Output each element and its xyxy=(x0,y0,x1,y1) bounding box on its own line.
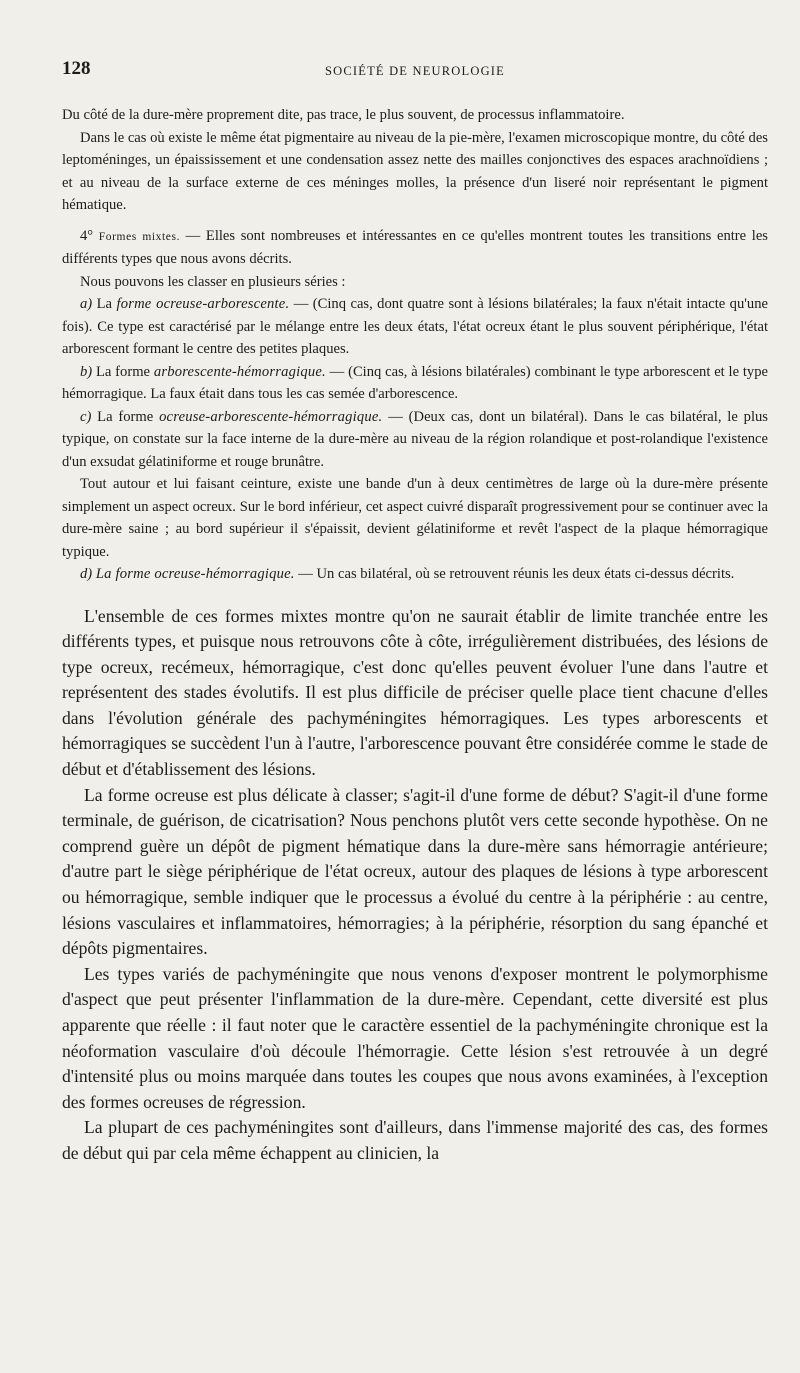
series-form-name: ocreuse-arborescente-hémorragique. xyxy=(159,408,383,425)
series-label: b) xyxy=(80,363,93,380)
series-label: d) xyxy=(80,566,93,582)
running-head: SOCIÉTÉ DE NEUROLOGIE xyxy=(324,64,506,78)
book-page xyxy=(62,58,768,1167)
notes-paragraph-ceinture: Tout autour et lui faisant ceinture, existe une bande d'un à deux centimètres de large où la dure-mère présente simplement un aspect ocreux. Sur le bord inférieur, cet aspect cuivré disparaît progressivement pour se continuer avec la dure-mère saine ; au bord supérieur il s'épaissit, devient gélatiniforme et revêt l'aspect de la plaque hémorragique typique. xyxy=(62,476,768,560)
small-print-section xyxy=(62,104,768,586)
notes-paragraph-formes-mixtes xyxy=(62,225,768,271)
main-paragraph-plupart: La plupart de ces pachyméningites sont d'ailleurs, dans l'immense majorité des cas, des formes de début qui par cela même échappent au clinicien, la xyxy=(62,1117,768,1163)
series-text: — (Cinq cas, dont quatre sont à lésions bilatérales; la faux n'était intacte qu'une fois). Ce type est caractérisé par le mélange entre les deux états, l'état ocreux étant le plus souvent périphérique, l'état arborescent formant le centre des petites plaques. xyxy=(62,296,768,357)
page-number: 128 xyxy=(62,58,91,79)
notes-paragraph-dure-mere: Du côté de la dure-mère proprement dite, pas trace, le plus souvent, de processus inflammatoire. xyxy=(62,107,625,123)
series-item-c xyxy=(62,406,768,474)
series-text: — Un cas bilatéral, où se retrouvent réunis les deux états ci-dessus décrits. xyxy=(294,566,735,582)
series-item-a xyxy=(62,293,768,361)
series-label: c) xyxy=(80,408,92,425)
series-item-b xyxy=(62,361,768,406)
series-text: — (Cinq cas, à lésions bilatérales) combinant le type arborescent et le type hémorragique. La faux était dans tous les cas semée d'arborescence. xyxy=(62,363,768,402)
series-item-d xyxy=(62,563,768,586)
notes-paragraph-series: Nous pouvons les classer en plusieurs séries : xyxy=(80,273,346,290)
main-paragraph-forme-ocreuse: La forme ocreuse est plus délicate à classer; s'agit-il d'une forme de début? S'agit-il d'une forme terminale, de guérison, de cicatrisation? Nous penchons plutôt vers cette seconde hypothèse. On ne comprend guère un dépôt de pigment hématique dans la dure-mère sans hémorragie antérieure; d'autre part le siège périphérique de l'état ocreux, autour des plaques de lésions à type arborescent ou hémorragique, semble indiquer que le processus a évolué du centre à la périphérie : au centre, lésions vasculaires et inflammatoires, hémorragies; à la périphérie, résorption du sang épanché et dépôts pigmentaires. xyxy=(62,784,768,959)
section-number: 4° xyxy=(80,227,94,244)
series-form-name: La forme ocreuse-hémorragique. xyxy=(95,566,295,582)
main-paragraph-types-varies: Les types variés de pachyméningite que nous venons d'exposer montrent le polymorphisme d'aspect que peut présenter l'inflammation de la dure-mère. Cependant, cette diversité est plus apparente que réelle : il faut noter que le caractère essentiel de la pachyméningite chronique est la néoformation vasculaire d'où découle l'hémorragie. Cette lésion s'est retrouvée à un degré d'intensité plus ou moins marquée dans toutes les coupes que nous avons examinées, à l'exception des formes ocreuses de régression. xyxy=(62,963,768,1112)
main-paragraph-ensemble: L'ensemble de ces formes mixtes montre qu'on ne saurait établir de limite tranchée entre les différents types, et puisque nous retrouvons côte à côte, irrégulièrement distribuées, des lésions de type ocreux, recémeux, hémorragique, c'est donc qu'elles peuvent évoluer l'une dans l'autre et représentent des stades évolutifs. Il est plus difficile de préciser quelle place tient chacune d'elles dans l'évolution générale des pachyméningites hémorragiques. Les types arborescents et hémorragiques se succèdent l'un à l'autre, l'arborescence pouvant être considérée comme le stade de début et d'établissement des lésions. xyxy=(62,605,768,780)
series-form-name: arborescente-hémorragique. xyxy=(153,363,326,380)
series-form-name: forme ocreuse-arborescente. xyxy=(116,296,290,312)
main-text-section xyxy=(62,604,768,1167)
series-prefix: La xyxy=(92,296,117,312)
notes-paragraph-pie-mere: Dans le cas où existe le même état pigmentaire au niveau de la pie-mère, l'examen microscopique montre, du côté des leptoméninges, un épaississement et une condensation assez nette des mailles conjonctives des espaces arachnoïdiens ; et au niveau de la surface externe de ces méninges molles, la présence d'un liseré noir représentant le pigment hématique. xyxy=(62,129,768,213)
series-text: — (Deux cas, dont un bilatéral). Dans le cas bilatéral, le plus typique, on constate sur la face interne de la dure-mère au niveau de la région rolandique et post-rolandique l'existence d'un exsudat gélatiniforme et rouge brunâtre. xyxy=(62,408,768,470)
page-header xyxy=(62,58,768,84)
series-prefix: La forme xyxy=(91,408,160,425)
section-intro-text: — Elles sont nombreuses et intéressantes en ce qu'elles montrent toutes les transitions entre les différents types que nous avons décrits. xyxy=(62,227,768,267)
series-prefix: La forme xyxy=(92,363,154,380)
section-heading: Formes mixtes. xyxy=(98,230,181,243)
series-label: a) xyxy=(80,296,93,312)
